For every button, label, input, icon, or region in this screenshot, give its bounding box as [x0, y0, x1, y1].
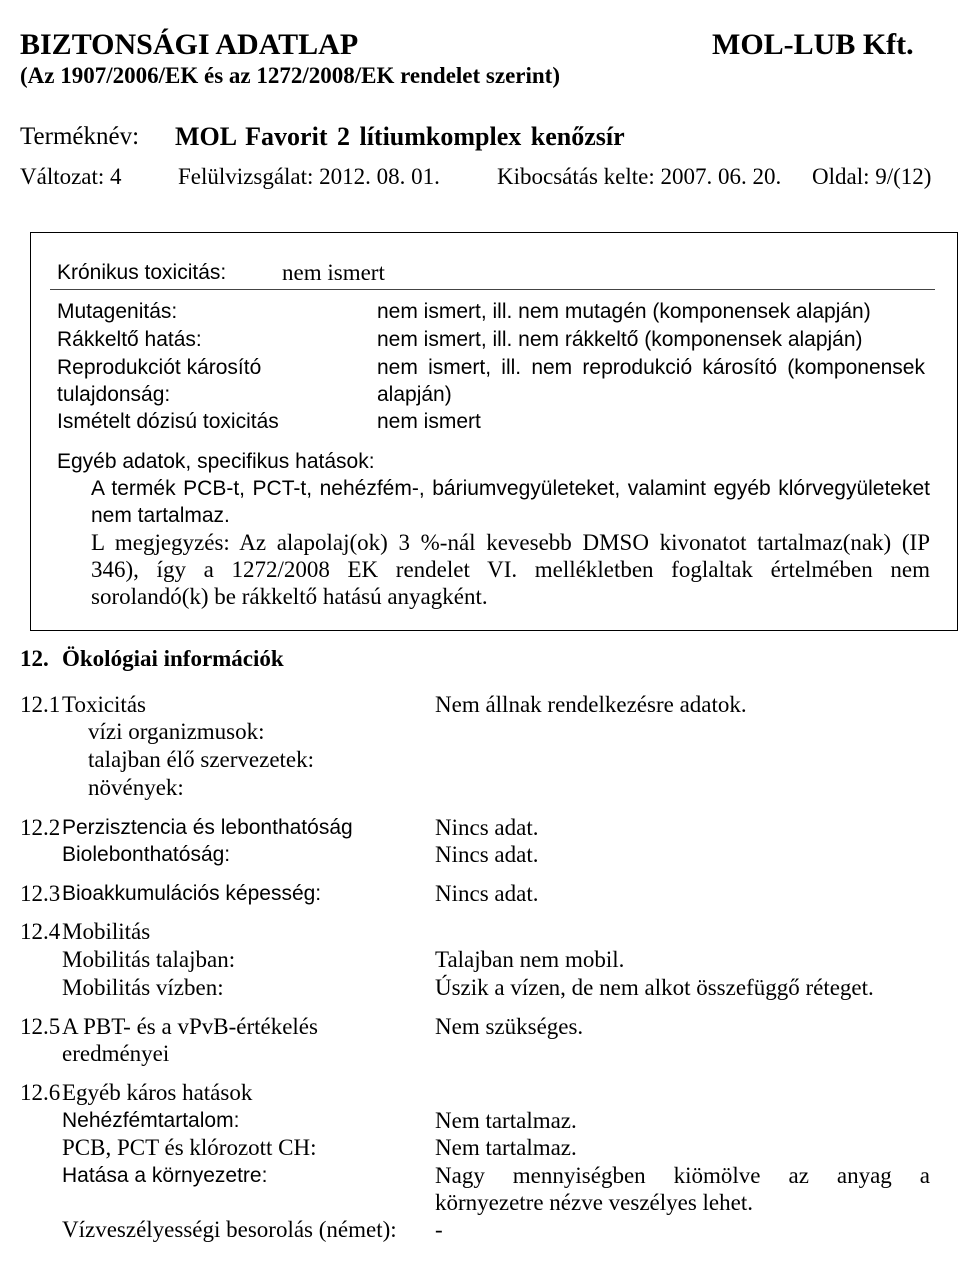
- section-title: Ökológiai információk: [62, 646, 284, 671]
- note-l-text-end: sorolandó(k) be rákkeltő hatású anyagként.: [91, 584, 488, 609]
- repeated-dose-toxicity-value: nem ismert: [377, 410, 481, 433]
- reproductive-toxicity-value-cont: alapján): [377, 383, 452, 406]
- chronic-toxicity-label: Krónikus toxicitás:: [57, 261, 227, 284]
- revision-date: Felülvizsgálat: 2012. 08. 01.: [178, 164, 440, 189]
- document-title: BIZTONSÁGI ADATLAP: [20, 28, 359, 61]
- pbt-assessment-title: A PBT- és a vPvB-értékelés: [62, 1014, 318, 1039]
- aquatic-organisms-label: vízi organizmusok:: [88, 719, 265, 744]
- toxicity-title: Toxicitás: [62, 692, 146, 717]
- plants-label: növények:: [88, 775, 184, 800]
- other-data-heading: Egyéb adatok, specifikus hatások:: [57, 450, 375, 473]
- reproductive-toxicity-label: Reprodukciót károsító: [57, 356, 262, 379]
- note-l-text: L megjegyzés: Az alapolaj(ok) 3 %-nál kevesebb DMSO kivonatot tartalmaz(nak) (IP: [91, 530, 930, 555]
- carcinogenicity-value: nem ismert, ill. nem rákkeltő (komponensek alapján): [377, 328, 863, 351]
- other-data-text: A termék PCB-t, PCT-t, nehézfém-, báriumvegyületeket, valamint egyéb klórvegyületeket: [91, 477, 930, 500]
- toxicity-value: Nem állnak rendelkezésre adatok.: [435, 692, 747, 717]
- row-divider: [50, 289, 935, 290]
- heavy-metal-value: Nem tartalmaz.: [435, 1108, 577, 1133]
- heavy-metal-label: Nehézfémtartalom:: [62, 1109, 240, 1132]
- section-number: 12.: [20, 646, 49, 671]
- subsection-number: 12.5: [20, 1014, 61, 1039]
- note-l-text-cont: 346), így a 1272/2008 EK rendelet VI. mellékletben foglaltak értelmében nem: [91, 557, 930, 582]
- pbt-assessment-title-cont: eredményei: [62, 1041, 170, 1066]
- other-data-text-cont: nem tartalmaz.: [91, 504, 230, 527]
- carcinogenicity-label: Rákkeltő hatás:: [57, 328, 202, 351]
- mobility-water-value: Úszik a vízen, de nem alkot összefüggő réteget.: [435, 975, 874, 1000]
- mobility-title: Mobilitás: [62, 919, 151, 944]
- subsection-number: 12.6: [20, 1080, 61, 1105]
- water-hazard-class-label: Vízveszélyességi besorolás (német):: [62, 1217, 397, 1242]
- subsection-number: 12.3: [20, 881, 61, 906]
- mutagenicity-value: nem ismert, ill. nem mutagén (komponensek alapján): [377, 300, 871, 323]
- environmental-effect-label: Hatása a környezetre:: [62, 1164, 268, 1187]
- issue-date: Kibocsátás kelte: 2007. 06. 20.: [497, 164, 782, 189]
- version-number: Változat: 4: [20, 164, 122, 189]
- regulation-subtitle: (Az 1907/2006/EK és az 1272/2008/EK rendelet szerint): [20, 63, 560, 88]
- pbt-assessment-value: Nem szükséges.: [435, 1014, 584, 1039]
- reproductive-toxicity-label-cont: tulajdonság:: [57, 383, 171, 406]
- other-effects-title: Egyéb káros hatások: [62, 1080, 253, 1105]
- persistence-title: Perzisztencia és lebonthatóság: [62, 816, 353, 839]
- environmental-effect-value-cont: környezetre nézve veszélyes lehet.: [435, 1190, 753, 1215]
- subsection-number: 12.4: [20, 919, 61, 944]
- biodegradability-value: Nincs adat.: [435, 842, 539, 867]
- product-name-label: Terméknév:: [20, 123, 140, 150]
- pcb-pct-label: PCB, PCT és klórozott CH:: [62, 1135, 317, 1160]
- mobility-water-label: Mobilitás vízben:: [62, 975, 224, 1000]
- persistence-value: Nincs adat.: [435, 815, 539, 840]
- mobility-soil-value: Talajban nem mobil.: [435, 947, 625, 972]
- repeated-dose-toxicity-label: Ismételt dózisú toxicitás: [57, 410, 279, 433]
- page-number: Oldal: 9/(12): [812, 164, 932, 189]
- mobility-soil-label: Mobilitás talajban:: [62, 947, 236, 972]
- bioaccumulation-title: Bioakkumulációs képesség:: [62, 882, 322, 905]
- water-hazard-class-value: -: [435, 1217, 443, 1242]
- company-name: MOL-LUB Kft.: [712, 28, 914, 61]
- product-name: MOL Favorit 2 lítiumkomplex kenőzsír: [175, 122, 625, 151]
- soil-organisms-label: talajban élő szervezetek:: [88, 747, 315, 772]
- bioaccumulation-value: Nincs adat.: [435, 881, 539, 906]
- chronic-toxicity-value: nem ismert: [282, 260, 385, 285]
- pcb-pct-value: Nem tartalmaz.: [435, 1135, 577, 1160]
- subsection-number: 12.1: [20, 692, 61, 717]
- subsection-number: 12.2: [20, 815, 61, 840]
- biodegradability-label: Biolebonthatóság:: [62, 843, 231, 866]
- environmental-effect-value: Nagy mennyiségben kiömölve az anyag a: [435, 1163, 930, 1188]
- reproductive-toxicity-value: nem ismert, ill. nem reprodukció károsító (komponensek: [377, 356, 925, 379]
- mutagenicity-label: Mutagenitás:: [57, 300, 178, 323]
